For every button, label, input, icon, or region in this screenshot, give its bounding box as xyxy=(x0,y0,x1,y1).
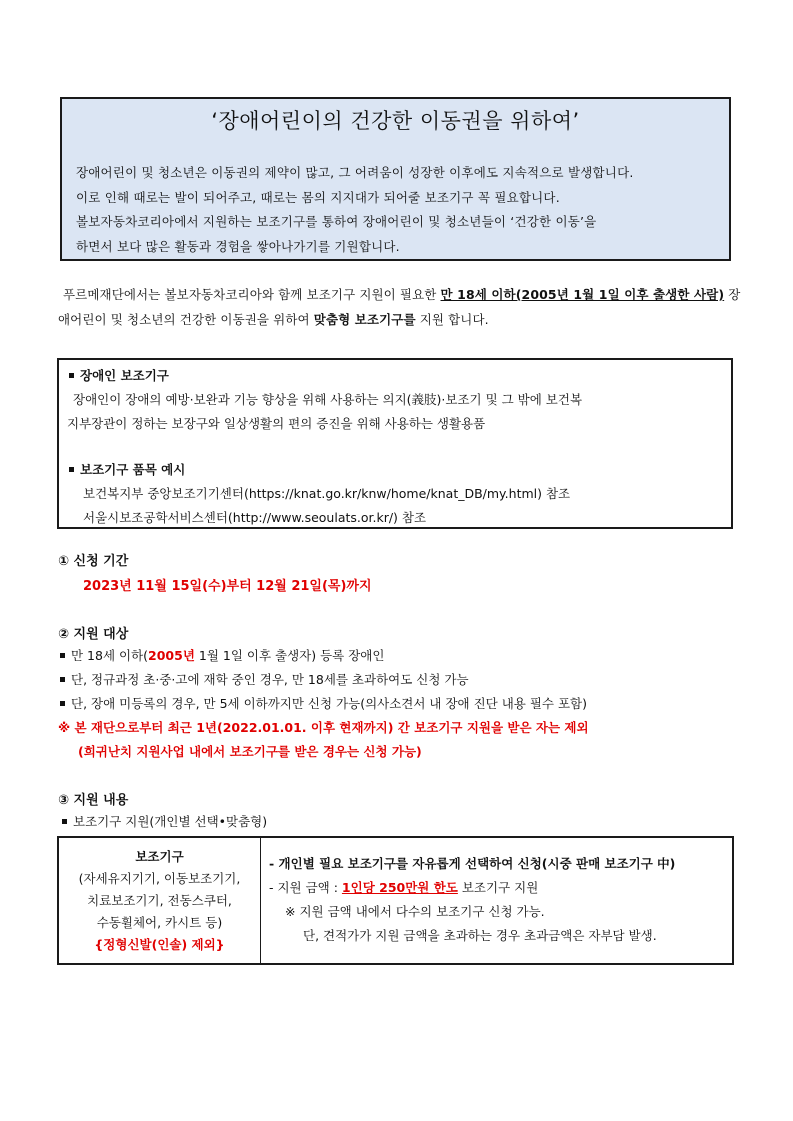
bullet-square-icon xyxy=(62,819,67,824)
target-item-1: 만 18세 이하(2005년 1월 1일 이후 출생자) 등록 장애인 xyxy=(58,646,384,664)
exclusion-exception: (희귀난치 지원사업 내에서 보조기구를 받은 경우는 신청 가능) xyxy=(78,744,422,759)
device-category-2: 치료보조기기, 전동스쿠터, xyxy=(87,893,232,908)
reference-1: 보건복지부 중앙보조기기센터(https://knat.go.kr/knw/home/knat_DB/my.html) 참조 xyxy=(83,486,571,501)
bullet-square-icon xyxy=(60,701,65,706)
section-3-heading: ③ 지원 내용 xyxy=(58,793,129,808)
bullet-square-icon xyxy=(69,373,74,378)
support-detail-4: 단, 견적가가 지원 금액을 초과하는 경우 초과금액은 자부담 발생. xyxy=(303,928,657,943)
target-item-2: 단, 정규과정 초·중·고에 재학 중인 경우, 만 18세를 초과하여도 신청 가능 xyxy=(58,670,469,688)
info-box xyxy=(57,358,733,529)
definition-line-2: 지부장관이 정하는 보장구와 일상생활의 편의 증진을 위해 사용하는 생활용품 xyxy=(67,416,486,431)
title-line-4: 하면서 보다 많은 활동과 경험을 쌓아나가기를 기원합니다. xyxy=(76,238,400,254)
device-title: 보조기구 xyxy=(135,849,184,864)
device-exclusion: {정형신발(인솔) 제외} xyxy=(94,937,225,952)
intro-custom-device: 맞춤형 보조기구를 xyxy=(313,312,416,327)
intro-paragraph xyxy=(58,282,748,332)
target-birth-year: 2005년 xyxy=(148,648,195,663)
title-box-body xyxy=(76,161,719,259)
table-divider xyxy=(260,838,261,963)
definition-line-1: 장애인이 장애의 예방·보완과 기능 향상을 위해 사용하는 의지(義肢)·보조기 및 그 밖에 보건복 xyxy=(73,392,583,407)
support-detail-1: - 개인별 필요 보조기구를 자유롭게 선택하여 신청(시중 판매 보조기구 中) xyxy=(269,856,676,871)
intro-age-limit: 만 18세 이하(2005년 1월 1일 이후 출생한 사람) xyxy=(440,287,725,302)
title-line-3: 볼보자동차코리아에서 지원하는 보조기구를 통하여 장애어린이 및 청소년들이 ‘건강한 이동’을 xyxy=(76,214,597,229)
exclusion-note: ※ 본 재단으로부터 최근 1년(2022.01.01. 이후 현재까지) 간 보조기구 지원을 받은 자는 제외 xyxy=(58,720,589,735)
title-line-1: 장애어린이 및 청소년은 이동권의 제약이 많고, 그 어려움이 성장한 이후에도 지속적으로 발생합니다. xyxy=(76,165,634,180)
application-period: 2023년 11월 15일(수)부터 12월 21일(목)까지 xyxy=(83,579,372,594)
section-1-heading: ① 신청 기간 xyxy=(58,554,129,569)
support-item: 보조기구 지원(개인별 선택•맞춤형) xyxy=(60,812,267,830)
title-box xyxy=(60,97,731,261)
support-amount: 1인당 250만원 한도 xyxy=(341,880,458,895)
bullet-square-icon xyxy=(69,467,74,472)
reference-2: 서울시보조공학서비스센터(http://www.seoulats.or.kr/) 참조 xyxy=(83,510,427,525)
target-item-3: 단, 장애 미등록의 경우, 만 5세 이하까지만 신청 가능(의사소견서 내 장애 진단 내용 필수 포함) xyxy=(58,694,587,712)
intro-part3: 지원 합니다. xyxy=(415,312,489,327)
device-category-1: (자세유지기기, 이동보조기기, xyxy=(78,871,241,886)
device-category-3: 수동휠체어, 카시트 등) xyxy=(96,915,223,930)
intro-part2: 장애어린이 및 청소년의 건강한 이동권을 위하여 xyxy=(58,287,741,327)
bullet-square-icon xyxy=(60,653,65,658)
page-title: ‘장애어린이의 건강한 이동권을 위하여’ xyxy=(211,109,580,133)
info-heading-1: 장애인 보조기구 xyxy=(67,366,169,384)
section-2-heading: ② 지원 대상 xyxy=(58,627,129,642)
support-detail-3: ※ 지원 금액 내에서 다수의 보조기구 신청 가능. xyxy=(285,904,545,919)
info-heading-2: 보조기구 품목 예시 xyxy=(67,460,185,478)
intro-part1: 푸르메재단에서는 볼보자동차코리아와 함께 보조기구 지원이 필요한 xyxy=(63,287,441,302)
title-line-2: 이로 인해 때로는 발이 되어주고, 때로는 몸의 지지대가 되어줄 보조기구 꼭 필요합니다. xyxy=(76,189,560,205)
support-table xyxy=(57,836,734,965)
bullet-square-icon xyxy=(60,677,65,682)
table-right-cell xyxy=(269,852,675,948)
table-left-cell xyxy=(59,846,260,956)
support-detail-2: - 지원 금액 : 1인당 250만원 한도 보조기구 지원 xyxy=(269,880,539,895)
